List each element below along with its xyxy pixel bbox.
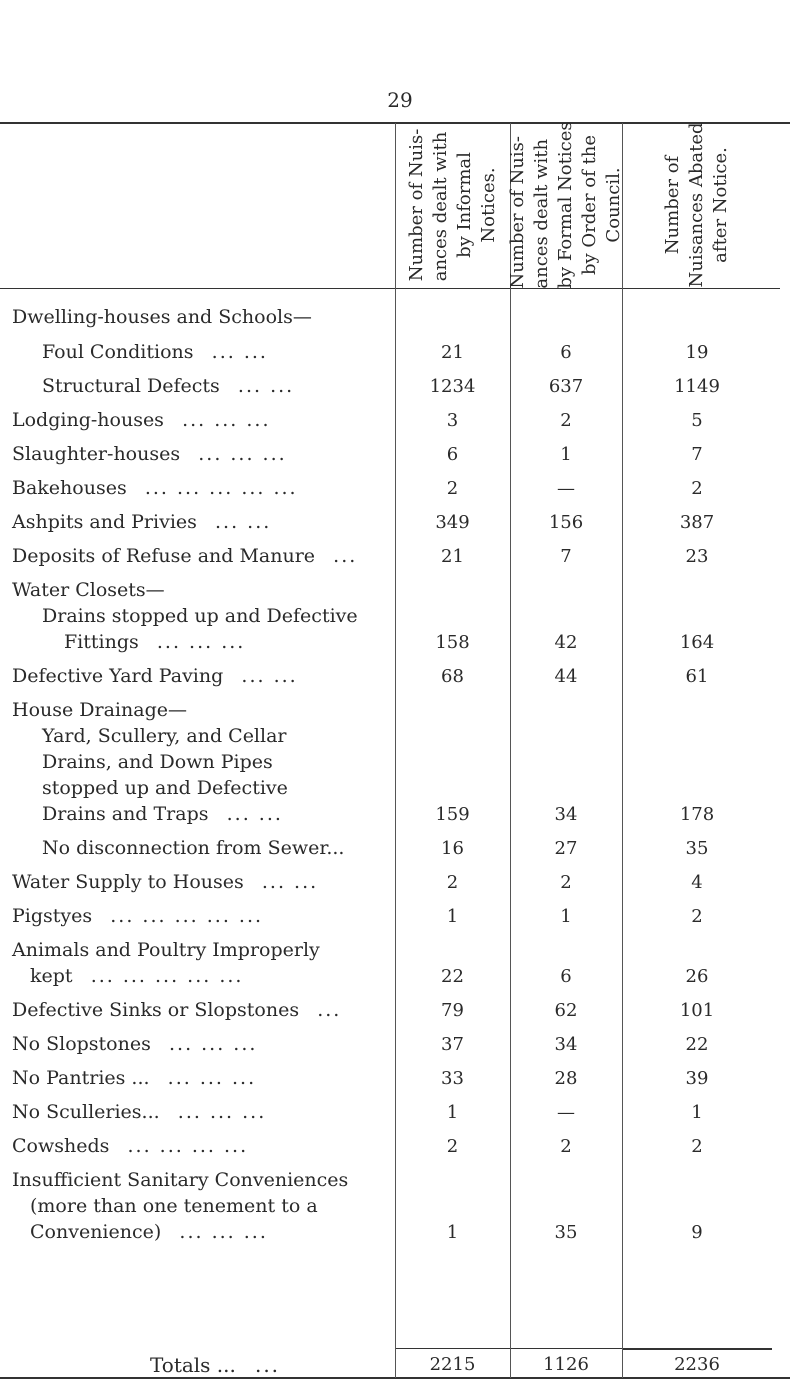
header-line: Number of Nuis- [507, 136, 528, 289]
section-heading: House Drainage— [12, 699, 187, 721]
cell-abated: 35 [685, 838, 709, 859]
cell-informal: 159 [435, 804, 470, 825]
cell-formal: — [557, 1102, 575, 1123]
header-line: Council. [603, 167, 624, 243]
header-bottom-rule [0, 288, 780, 289]
cell-formal: 7 [560, 546, 572, 567]
total-abated: 2236 [674, 1354, 720, 1375]
cell-formal: 34 [554, 804, 578, 825]
table-row-label: Fittings ... ... ... [64, 631, 246, 653]
cell-informal: 68 [441, 666, 464, 687]
cell-informal: 349 [435, 512, 470, 533]
header-line: Nuisances Abated [686, 122, 707, 288]
total-formal: 1126 [543, 1354, 589, 1375]
cell-informal: 37 [441, 1034, 464, 1055]
cell-informal: 158 [435, 632, 470, 653]
cell-informal: 16 [441, 838, 464, 859]
cell-formal: — [557, 478, 575, 499]
table-row-label: No disconnection from Sewer... [42, 837, 345, 859]
totals-label: Totals ... ... [150, 1353, 281, 1377]
table-row-label: No Pantries ... ... ... ... [12, 1067, 257, 1089]
cell-formal: 1 [560, 906, 572, 927]
cell-formal: 34 [554, 1034, 578, 1055]
cell-informal: 2 [446, 872, 459, 893]
cell-abated: 387 [679, 512, 715, 533]
cell-informal: 21 [441, 342, 464, 363]
cell-abated: 178 [679, 804, 715, 825]
cell-abated: 7 [691, 444, 703, 465]
cell-abated: 5 [691, 410, 703, 431]
cell-formal: 27 [554, 838, 578, 859]
table-row-label: Slaughter-houses ... ... ... [12, 443, 287, 465]
cell-abated: 2 [691, 906, 703, 927]
table-row-label: Cowsheds ... ... ... ... [12, 1135, 249, 1157]
cell-informal: 1234 [429, 376, 476, 397]
cell-formal: 1 [560, 444, 572, 465]
header-line: Notices. [477, 167, 499, 243]
cell-abated: 101 [679, 1000, 715, 1021]
header-line: Number of [662, 155, 683, 255]
cell-abated: 2 [691, 1136, 703, 1157]
cell-formal: 44 [554, 666, 578, 687]
table-row-label: Defective Sinks or Slopstones ... [12, 999, 342, 1021]
cell-informal: 1 [446, 1222, 459, 1243]
cell-informal: 1 [446, 906, 459, 927]
header-line: by Formal Notices [555, 121, 576, 289]
table-row-label: Bakehouses ... ... ... ... ... [12, 477, 298, 499]
header-line: ances dealt with [429, 131, 451, 282]
table-row-label: (more than one tenement to a [30, 1195, 318, 1217]
cell-formal: 62 [554, 1000, 578, 1021]
table-row-label: Pigstyes ... ... ... ... ... [12, 905, 264, 927]
section-heading: Water Closets— [12, 579, 165, 601]
table-row-label: Drains and Traps ... ... [42, 803, 283, 825]
table-row-label: Foul Conditions ... ... [42, 341, 268, 363]
cell-abated: 1 [691, 1102, 703, 1123]
column-header-formal [507, 121, 624, 289]
cell-informal: 3 [446, 410, 459, 431]
cell-abated: 39 [685, 1068, 709, 1089]
table-row-label: Animals and Poultry Improperly [12, 939, 320, 961]
cell-informal: 2 [446, 1136, 459, 1157]
cell-abated: 164 [679, 632, 715, 653]
table-row-label: Yard, Scullery, and Cellar [42, 725, 287, 747]
cell-formal: 42 [554, 632, 578, 653]
total-informal: 2215 [429, 1354, 476, 1375]
cell-abated: 4 [691, 872, 703, 893]
cell-informal: 33 [441, 1068, 464, 1089]
table-row-label: kept ... ... ... ... ... [30, 965, 244, 987]
table-row-label: Ashpits and Privies ... ... [12, 511, 272, 533]
totals-rule-2 [510, 1348, 622, 1349]
table-row-label: No Slopstones ... ... ... [12, 1033, 258, 1055]
cell-informal: 79 [441, 1000, 464, 1021]
cell-abated: 1149 [674, 376, 720, 397]
cell-formal: 6 [560, 342, 572, 363]
column-divider [395, 123, 396, 1378]
totals-rule-1 [395, 1348, 510, 1349]
cell-formal: 28 [554, 1068, 578, 1089]
table-row-label: Insufficient Sanitary Conveniences [12, 1169, 349, 1191]
cell-abated: 26 [685, 966, 709, 987]
cell-formal: 6 [560, 966, 572, 987]
cell-abated: 19 [685, 342, 709, 363]
cell-abated: 2 [691, 478, 703, 499]
cell-formal: 2 [560, 410, 572, 431]
cell-formal: 637 [548, 376, 584, 397]
cell-formal: 156 [548, 512, 584, 533]
cell-formal: 35 [554, 1222, 578, 1243]
cell-abated: 61 [685, 666, 709, 687]
table-row-label: No Sculleries... ... ... ... [12, 1101, 267, 1123]
table-row-label: Drains stopped up and Defective [42, 605, 358, 627]
totals-rule-3 [622, 1348, 772, 1350]
column-divider [622, 123, 623, 1378]
table-row-label: Deposits of Refuse and Manure ... [12, 545, 358, 567]
header-line: by Order of the [579, 135, 600, 275]
header-line: Number of Nuis- [405, 128, 427, 282]
cell-informal: 6 [446, 444, 459, 465]
cell-abated: 23 [685, 546, 709, 567]
cell-informal: 2 [446, 478, 459, 499]
column-divider [510, 123, 511, 1378]
table-row-label: Defective Yard Paving ... ... [12, 665, 298, 687]
cell-informal: 21 [441, 546, 464, 567]
cell-formal: 2 [560, 872, 572, 893]
table-row-label: Convenience) ... ... ... [30, 1221, 268, 1243]
column-header-abated [622, 122, 772, 288]
header-line: after Notice. [710, 147, 731, 263]
cell-abated: 9 [691, 1222, 703, 1243]
table-row-label: Drains, and Down Pipes [42, 751, 273, 773]
cell-abated: 22 [685, 1034, 709, 1055]
header-line: ances dealt with [531, 138, 552, 289]
header-line: by Informal [453, 152, 475, 258]
table-row-label: Lodging-houses ... ... ... [12, 409, 271, 431]
page-number: 29 [387, 88, 413, 112]
table-row-label: Water Supply to Houses ... ... [12, 871, 319, 893]
cell-formal: 2 [560, 1136, 572, 1157]
column-header-informal [395, 125, 510, 285]
table-row-label: Structural Defects ... ... [42, 375, 295, 397]
cell-informal: 1 [446, 1102, 459, 1123]
table-row-label: stopped up and Defective [42, 777, 288, 799]
cell-informal: 22 [441, 966, 464, 987]
section-heading: Dwelling-houses and Schools— [12, 306, 312, 328]
